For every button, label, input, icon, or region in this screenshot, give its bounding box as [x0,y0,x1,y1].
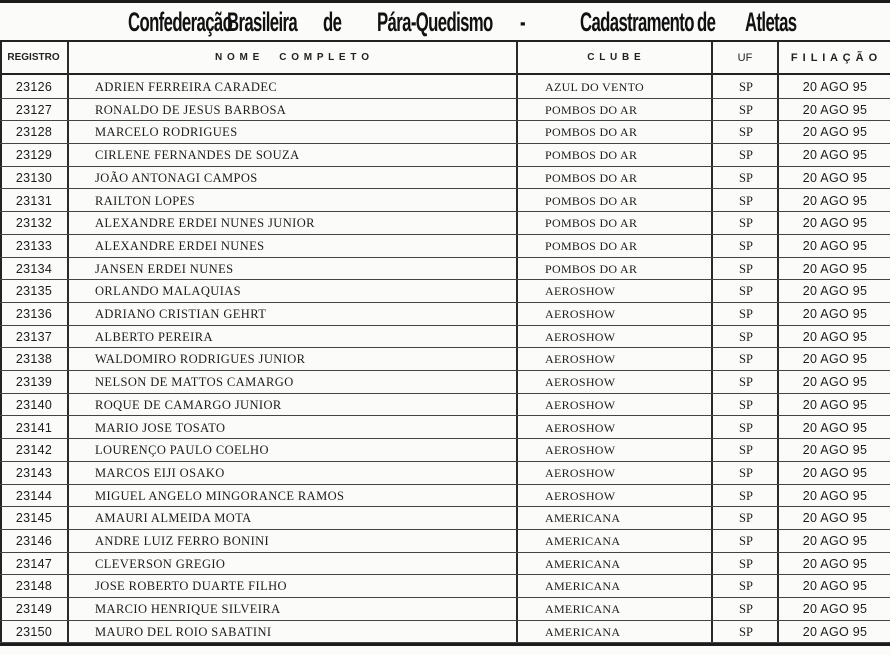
page-title [0,3,890,42]
cell-nome: CIRLENE FERNANDES DE SOUZA [95,148,300,163]
cell-clube: AMERICANA [545,624,621,639]
cell-registro: 23128 [15,125,53,140]
cell-uf: SP [739,465,753,480]
cell-nome: ROQUE DE CAMARGO JUNIOR [95,397,282,412]
cell-nome: ALEXANDRE ERDEI NUNES [95,238,265,253]
cell-clube: POMBOS DO AR [545,193,638,208]
cell-nome: WALDOMIRO RODRIGUES JUNIOR [95,352,306,367]
cell-registro: 23144 [15,488,53,503]
cell-clube: AEROSHOW [545,307,616,321]
cell-nome: MARCIO HENRIQUE SILVEIRA [95,602,281,617]
cell-nome: ALEXANDRE ERDEI NUNES JUNIOR [95,216,315,231]
cell-uf: SP [739,307,753,321]
cell-clube: AMERICANA [545,534,621,548]
cell-filiacao: 20 AGO 95 [802,125,868,140]
table-row [0,485,890,508]
header-clube: C L U B E [518,42,711,75]
cell-clube: AEROSHOW [545,465,616,480]
table-row [0,121,890,144]
cell-nome: CLEVERSON GREGIO [95,556,226,571]
table-row [0,439,890,462]
cell-registro: 23148 [15,579,53,594]
cell-registro: 23136 [15,307,53,321]
cell-nome: ORLANDO MALAQUIAS [95,284,242,299]
table-row [0,371,890,394]
cell-nome: MARIO JOSE TOSATO [95,420,226,435]
cell-nome: ANDRE LUIZ FERRO BONINI [95,534,270,548]
bottom-border [0,643,890,646]
table-row [0,462,890,485]
cell-clube: AMERICANA [545,602,621,617]
title-separator: - [520,7,525,37]
cell-clube: POMBOS DO AR [545,238,638,253]
cell-nome: AMAURI ALMEIDA MOTA [95,511,252,526]
cell-uf: SP [739,511,753,526]
cell-filiacao: 20 AGO 95 [802,80,868,94]
cell-filiacao: 20 AGO 95 [802,307,868,321]
title-word: Atletas [745,7,797,37]
cell-registro: 23149 [15,602,53,617]
table-row [0,553,890,576]
cell-clube: AEROSHOW [545,443,616,458]
title-word: de [697,7,716,37]
cell-clube: AMERICANA [545,511,621,526]
cell-filiacao: 20 AGO 95 [802,375,868,390]
table-row [0,575,890,598]
cell-filiacao: 20 AGO 95 [802,216,868,231]
cell-clube: POMBOS DO AR [545,170,638,185]
table-row [0,99,890,122]
cell-filiacao: 20 AGO 95 [802,170,868,185]
header-filiacao: F I L I A Ç Ã O [779,42,890,75]
table-row [0,326,890,349]
cell-uf: SP [739,148,753,163]
cell-clube: AEROSHOW [545,420,616,435]
table-row [0,235,890,258]
title-word: Confederação [128,7,233,37]
table-row [0,167,890,190]
cell-filiacao: 20 AGO 95 [802,624,868,639]
cell-registro: 23139 [15,375,53,390]
cell-filiacao: 20 AGO 95 [802,352,868,367]
cell-uf: SP [739,238,753,253]
cell-clube: POMBOS DO AR [545,125,638,140]
cell-registro: 23143 [15,465,53,480]
cell-filiacao: 20 AGO 95 [802,579,868,594]
cell-uf: SP [739,352,753,367]
cell-clube: AMERICANA [545,579,621,594]
cell-filiacao: 20 AGO 95 [802,238,868,253]
table-row [0,530,890,553]
cell-clube: POMBOS DO AR [545,216,638,231]
cell-nome: ADRIANO CRISTIAN GEHRT [95,307,267,321]
cell-nome: JOÃO ANTONAGI CAMPOS [95,170,258,185]
cell-registro: 23150 [15,624,53,639]
cell-nome: LOURENÇO PAULO COELHO [95,443,269,458]
table-row [0,394,890,417]
cell-nome: ADRIEN FERREIRA CARADEC [95,80,278,94]
title-word: Cadastramento [580,7,694,37]
cell-registro: 23126 [15,80,53,94]
cell-uf: SP [739,420,753,435]
cell-filiacao: 20 AGO 95 [802,420,868,435]
cell-uf: SP [739,488,753,503]
cell-nome: RAILTON LOPES [95,193,196,208]
cell-nome: MARCELO RODRIGUES [95,125,238,140]
cell-uf: SP [739,443,753,458]
cell-uf: SP [739,329,753,344]
title-word: Brasileira [227,7,298,37]
cell-filiacao: 20 AGO 95 [802,511,868,526]
table-row [0,144,890,167]
cell-nome: MARCOS EIJI OSAKO [95,465,225,480]
cell-uf: SP [739,102,753,117]
cell-uf: SP [739,261,753,276]
cell-uf: SP [739,534,753,548]
table-row [0,280,890,303]
cell-filiacao: 20 AGO 95 [802,329,868,344]
cell-uf: SP [739,170,753,185]
cell-uf: SP [739,397,753,412]
cell-uf: SP [739,125,753,140]
cell-registro: 23141 [15,420,53,435]
title-word: de [323,7,342,37]
table-row [0,303,890,326]
cell-filiacao: 20 AGO 95 [802,465,868,480]
cell-clube: AEROSHOW [545,284,616,299]
cell-clube: AEROSHOW [545,397,616,412]
table-row [0,212,890,235]
cell-registro: 23138 [15,352,53,367]
table-row [0,76,890,99]
cell-filiacao: 20 AGO 95 [802,284,868,299]
table-row [0,258,890,281]
cell-filiacao: 20 AGO 95 [802,602,868,617]
cell-registro: 23135 [15,284,53,299]
cell-uf: SP [739,193,753,208]
cell-clube: POMBOS DO AR [545,261,638,276]
cell-registro: 23129 [15,148,53,163]
cell-clube: AEROSHOW [545,352,616,367]
cell-clube: AEROSHOW [545,329,616,344]
cell-registro: 23132 [15,216,53,231]
title-word: Pára-Quedismo [377,7,493,37]
cell-filiacao: 20 AGO 95 [802,193,868,208]
cell-nome: MIGUEL ANGELO MINGORANCE RAMOS [95,488,345,503]
table-row [0,348,890,371]
cell-filiacao: 20 AGO 95 [802,397,868,412]
cell-registro: 23146 [15,534,53,548]
cell-filiacao: 20 AGO 95 [802,102,868,117]
cell-nome: NELSON DE MATTOS CAMARGO [95,375,294,390]
cell-filiacao: 20 AGO 95 [802,261,868,276]
table-row [0,190,890,213]
cell-filiacao: 20 AGO 95 [802,488,868,503]
header-uf: UF [713,42,777,75]
cell-nome: MAURO DEL ROIO SABATINI [95,624,272,639]
cell-registro: 23130 [15,170,53,185]
cell-uf: SP [739,216,753,231]
cell-filiacao: 20 AGO 95 [802,534,868,548]
cell-uf: SP [739,284,753,299]
cell-uf: SP [739,579,753,594]
cell-clube: AMERICANA [545,556,621,571]
table-row [0,598,890,621]
cell-filiacao: 20 AGO 95 [802,556,868,571]
cell-uf: SP [739,602,753,617]
cell-uf: SP [739,624,753,639]
cell-uf: SP [739,375,753,390]
cell-clube: POMBOS DO AR [545,148,638,163]
cell-nome: JANSEN ERDEI NUNES [95,261,234,276]
cell-registro: 23147 [15,556,53,571]
header-registro: REGISTRO [0,42,67,75]
cell-nome: ALBERTO PEREIRA [95,329,213,344]
cell-filiacao: 20 AGO 95 [802,148,868,163]
cell-registro: 23137 [15,329,53,344]
cell-registro: 23133 [15,238,53,253]
cell-registro: 23142 [15,443,53,458]
cell-registro: 23127 [15,102,53,117]
cell-nome: RONALDO DE JESUS BARBOSA [95,102,287,117]
cell-clube: AEROSHOW [545,488,616,503]
cell-clube: AEROSHOW [545,375,616,390]
table-row [0,621,890,644]
table-row [0,417,890,440]
cell-registro: 23131 [15,193,53,208]
cell-uf: SP [739,556,753,571]
header-nome-completo: N O M E C O M P L E T O [69,42,516,75]
cell-uf: SP [739,80,753,94]
table-row [0,507,890,530]
cell-clube: AZUL DO VENTO [545,80,645,94]
cell-clube: POMBOS DO AR [545,102,638,117]
cell-registro: 23140 [15,397,53,412]
cell-filiacao: 20 AGO 95 [802,443,868,458]
cell-registro: 23145 [15,511,53,526]
cell-registro: 23134 [15,261,53,276]
cell-nome: JOSE ROBERTO DUARTE FILHO [95,579,287,594]
